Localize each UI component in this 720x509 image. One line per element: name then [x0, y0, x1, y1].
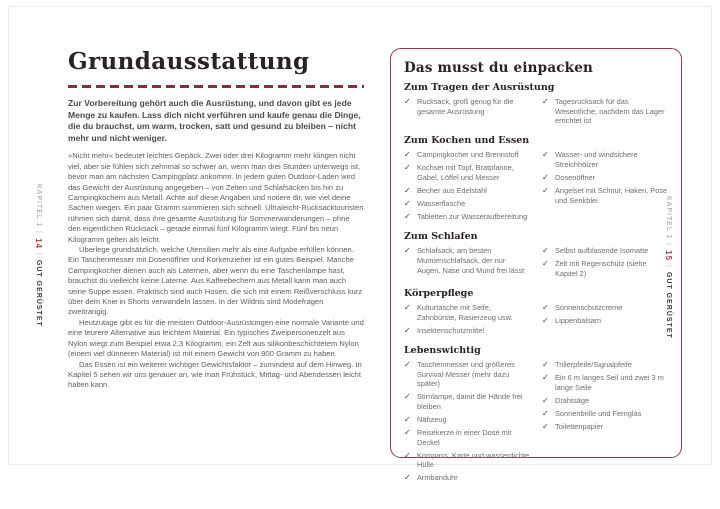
- checklist-item-label: Kompass, Karte und wasserdichte Hülle: [417, 450, 530, 470]
- margin-separator: |: [35, 231, 42, 235]
- checklist-item: [542, 150, 668, 169]
- checklist-item: [404, 303, 530, 322]
- check-icon: ✓: [404, 325, 411, 335]
- checklist-item-label: Taschenmesser und größeres Survival-Messer (mehr dazu später): [417, 359, 515, 389]
- check-icon: ✓: [542, 186, 549, 196]
- checklist-item-label: Selbst aufblasende Isomatte: [555, 246, 649, 256]
- checklist-item-label: Tagesrucksack für das Wesentliche, nachdem das Lager errichtet ist: [555, 97, 665, 126]
- check-icon: ✓: [542, 373, 549, 382]
- check-icon: ✓: [404, 473, 411, 483]
- check-icon: ✓: [404, 186, 411, 196]
- checklist-item: [542, 316, 668, 326]
- checklist-item-label: Trillerpfeife/Signalpfeife: [555, 359, 632, 369]
- check-icon: ✓: [542, 97, 549, 106]
- checklist-item: [542, 186, 668, 205]
- checklist-section: [404, 345, 668, 487]
- checklist-item-label: Drahtsäge: [555, 395, 590, 405]
- checklist-column: [404, 97, 530, 120]
- checklist-item-label: Stirnlampe, damit die Hände frei bleiben: [417, 392, 523, 411]
- check-icon: ✓: [542, 259, 549, 269]
- check-icon: ✓: [542, 316, 549, 326]
- checklist-item: [542, 360, 668, 370]
- checklist-item-label: Wasser- und windsichere Streichhölzer: [555, 150, 638, 169]
- checklist-item-label: Sonnenbrille und Fernglas: [555, 408, 642, 418]
- checklist-item-label: Kochset mit Topf, Bratpfanne, Gabel, Löffel und Messer: [417, 163, 514, 182]
- checklist-column: [542, 97, 668, 129]
- checklist-item: [542, 246, 668, 256]
- page-title: Grundausstattung: [68, 48, 310, 75]
- checklist-item-label: Insektenschutzmittel: [417, 325, 484, 335]
- checklist-column: [404, 150, 530, 225]
- checklist-column: [404, 303, 530, 339]
- checklist-item-label: Nähzeug: [417, 414, 447, 424]
- check-icon: ✓: [404, 97, 411, 106]
- checklist-item: [404, 212, 530, 222]
- checklist-item: [542, 303, 668, 313]
- checklist-column: [404, 360, 530, 487]
- checklist-column: [542, 303, 668, 329]
- paragraph: »Nicht mehr« bedeutet leichtes Gepäck. Zwei oder drei Kilogramm mehr klingen nicht viel, aber sie fühlen sich zehnmal so schwer an, wenn man drei Stunden unterwegs ist, bevor man am nächsten Campingplatz ankommt. In jedem guten Outdoor-Laden wird das Gewicht der Ausrüstung angegeben – von Zelten und Schlafsäcken bis hin zu Campingkochern aus Metall. Achte auf diese Angaben und notiere dir, wie viel deine Sachen wiegen. Ein paar Gramm summieren sich schnell. Ultraleicht-Rucksacktouristen rühmen sich damit, dass ihre gesamte Ausrüstung für Sommerwanderungen – ohne den eigentlichen Rucksack – gerade einmal fünf Kilogramm wiegt. Fünf bis neun Kilogramm gelten als leicht.: [68, 151, 364, 244]
- check-icon: ✓: [404, 163, 411, 173]
- checklist-item-label: Sonnenschutzcreme: [555, 303, 623, 313]
- check-icon: ✓: [404, 303, 411, 313]
- checklist-item-label: Armbanduhr: [417, 473, 458, 483]
- check-icon: ✓: [542, 408, 549, 418]
- checklist-item: [404, 326, 530, 336]
- section-heading: Lebenswichtig: [404, 344, 481, 356]
- right-page-margin: [664, 196, 673, 339]
- chapter-label: KAPITEL 1: [35, 184, 42, 228]
- checklist-item: [404, 392, 530, 411]
- checklist-item: [542, 422, 668, 432]
- check-icon: ✓: [542, 421, 549, 431]
- checklist-item-label: Tabletten zur Wasseraufbereitung: [417, 212, 528, 222]
- checklist-column: [542, 360, 668, 435]
- checklist-section: [404, 135, 668, 225]
- checklist-item-label: Schlafsack, am besten Mumienschlafsack, der nur Augen, Nase und Mund frei lässt: [417, 246, 525, 275]
- dashed-divider: [68, 85, 364, 88]
- page-number: 14: [34, 238, 43, 250]
- left-page: [68, 48, 364, 391]
- check-icon: ✓: [542, 246, 549, 256]
- checklist-item: [404, 150, 530, 160]
- intro-paragraph: Zur Vorbereitung gehört auch die Ausrüstung, und davon gibt es jede Menge zu kaufen. Lass dich nicht verführen und kaufe genau die Dinge, die du brauchst, um warm, trocken, satt und gesund zu bleiben – nicht mehr und nicht weniger.: [68, 98, 361, 143]
- chapter-label: KAPITEL 1: [665, 196, 672, 240]
- margin-separator: |: [665, 243, 672, 247]
- check-icon: ✓: [404, 359, 411, 369]
- checklist-item-label: Ein 6 m langes Seil und zwei 3 m lange Seile: [555, 373, 664, 392]
- margin-separator: |: [35, 253, 42, 256]
- check-icon: ✓: [542, 150, 549, 160]
- section-heading: Körperpflege: [404, 288, 474, 300]
- checklist-item: [404, 163, 530, 182]
- checklist-item: [542, 396, 668, 406]
- packing-checklist: [390, 48, 682, 483]
- checklist-item: [404, 186, 530, 196]
- checklist-title: Das musst du einpacken: [404, 60, 594, 76]
- checklist-item-label: Zelt mit Regenschutz (siehe Kapitel 2): [555, 259, 647, 279]
- left-page-margin: [34, 184, 43, 327]
- margin-separator: |: [665, 265, 672, 268]
- checklist-column: [542, 150, 668, 208]
- paragraph: Überlege grundsätzlich, welche Utensilien mehr als eine Aufgabe erfüllen können. Ein Taschenmesser mit Dosenöffner und Korkenzieher ist ein gutes Beispiel. Manche Campingkocher dienen auch als Laternen, aber wenn du eine Taschenlampe hast, brauchst du vielleicht keine Laterne. Aus Kaffeebechern aus Metall kann man auch seine Suppe essen. Praktisch sind auch Hosen, die sich mit einem Reißverschluss kurz über dem Knie in Shorts verwandeln lassen. In der Wildnis sind Modefragen zweitrangig.: [68, 245, 363, 317]
- page-number: 15: [664, 250, 673, 262]
- check-icon: ✓: [542, 172, 549, 182]
- check-icon: ✓: [542, 303, 549, 313]
- check-icon: ✓: [404, 427, 411, 437]
- running-title: GUT GERÜSTET: [35, 259, 42, 327]
- paragraph: Heutzutage gibt es für die meisten Outdoor-Ausrüstungen eine normale Variante und eine teurere Alternative aus leichtem Material. Ein typisches Zweipersonenzelt aus Nylon wiegt zum Beispiel etwa 2,3 Kilogramm, ein Zelt aus silikonbeschichtetem Nylon (einem viel dünneren Material) ist mit einem Gewicht von 900 Gramm zu haben.: [68, 317, 364, 359]
- checklist-section: [404, 288, 668, 339]
- check-icon: ✓: [404, 392, 411, 402]
- checklist-item: [404, 360, 530, 389]
- body-text: [68, 151, 364, 390]
- checklist-section: [404, 82, 668, 129]
- checklist-item: [542, 373, 668, 392]
- checklist-item: [404, 451, 530, 470]
- check-icon: ✓: [404, 450, 411, 460]
- checklist-item: [542, 97, 668, 126]
- check-icon: ✓: [404, 199, 411, 209]
- checklist-item: [404, 199, 530, 209]
- checklist-column: [542, 246, 668, 282]
- checklist-column: [404, 246, 530, 278]
- check-icon: ✓: [404, 246, 411, 256]
- paragraph: Das Essen ist ein weiterer wichtiger Gewichtsfaktor – zumindest auf dem Hinweg. In Kapitel 5 sehen wir uns genauer an, wie man Frühstück, Mittag- und Abendessen leicht halten kann.: [68, 359, 362, 390]
- checklist-sections: [404, 82, 668, 486]
- checklist-item: [404, 473, 530, 483]
- checklist-item: [542, 173, 668, 183]
- checklist-item-label: Dosenöffner: [555, 172, 596, 182]
- check-icon: ✓: [542, 395, 549, 405]
- checklist-item-label: Angelset mit Schnur, Haken, Pose und Senkblei: [555, 186, 668, 205]
- check-icon: ✓: [404, 414, 411, 424]
- check-icon: ✓: [542, 359, 549, 369]
- checklist-item-label: Lippenbalsam: [555, 316, 602, 326]
- checklist-item-label: Rucksack, groß genug für die gesamte Ausrüstung: [417, 97, 514, 116]
- checklist-item: [404, 428, 530, 447]
- checklist-item: [404, 246, 530, 275]
- check-icon: ✓: [404, 212, 411, 222]
- checklist-item: [542, 259, 668, 278]
- section-heading: Zum Schlafen: [404, 231, 478, 243]
- checklist-item-label: Toilettenpapier: [555, 421, 604, 431]
- checklist-item-label: Kulturtasche mit Seife, Zahnbürste, Rasierzeug usw.: [417, 303, 513, 322]
- checklist-item: [404, 97, 530, 116]
- checklist-item-label: Reisekerze in einer Dose mit Deckel: [417, 427, 512, 447]
- section-heading: Zum Kochen und Essen: [404, 135, 530, 147]
- checklist-item-label: Campingkocher und Brennstoff: [417, 150, 519, 160]
- checklist-item-label: Wasserflasche: [417, 199, 466, 209]
- section-heading: Zum Tragen der Ausrüstung: [404, 82, 555, 93]
- checklist-item-label: Becher aus Edelstahl: [417, 186, 487, 196]
- check-icon: ✓: [404, 150, 411, 160]
- checklist-item: [542, 409, 668, 419]
- checklist-section: [404, 231, 668, 282]
- running-title: GUT GERÜSTET: [665, 271, 672, 339]
- checklist-item: [404, 415, 530, 425]
